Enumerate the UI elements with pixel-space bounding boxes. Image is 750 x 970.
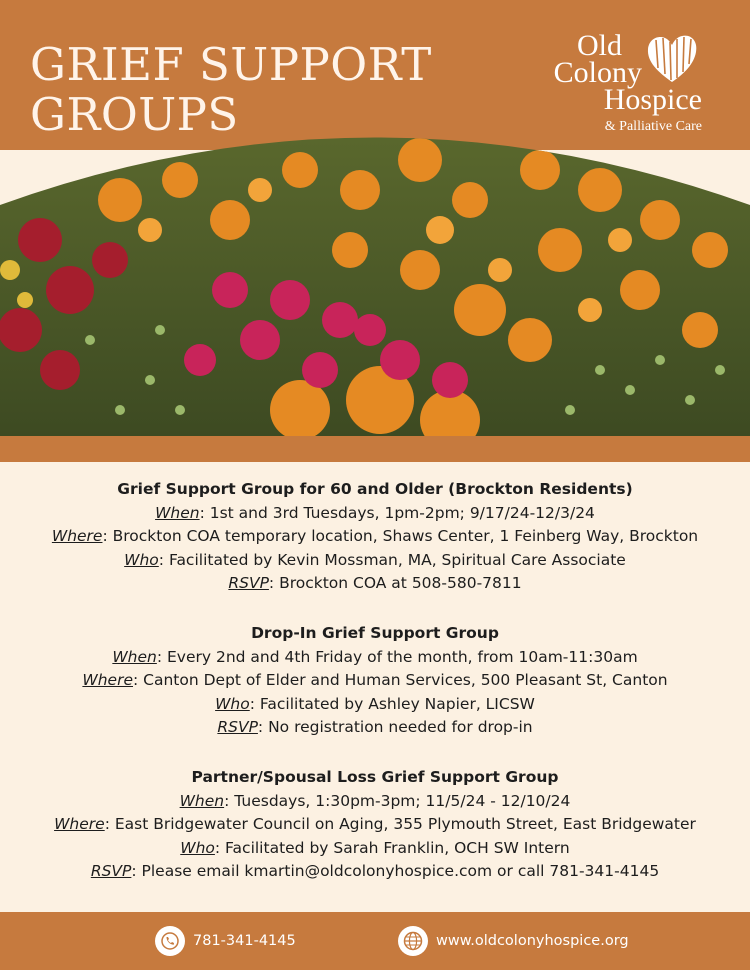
heart-logo-icon [644,32,700,86]
title-line-2: GROUPS [30,88,239,141]
group-section-3 [0,766,750,884]
section-heading: Drop-In Grief Support Group [251,623,499,642]
who-line [0,549,750,573]
logo-subtitle: & Palliative Care [604,119,702,134]
phone-number: 781-341-4145 [193,933,296,949]
rsvp-line [0,716,750,740]
section-heading: Grief Support Group for 60 and Older (Brockton Residents) [117,480,633,498]
website-url: www.oldcolonyhospice.org [436,933,629,949]
when-line [0,790,750,814]
rsvp-line [0,860,750,884]
who-label: Who [180,838,215,857]
accent-band [0,436,750,462]
when-value: : Every 2nd and 4th Friday of the month, from 10am-11:30am [156,647,638,666]
where-label: Where [51,527,103,546]
who-label: Who [124,550,159,569]
where-line [0,813,750,837]
flower-photo [0,110,750,438]
who-label: Who [215,694,250,713]
when-label: When [155,503,200,522]
group-section-1 [0,478,750,596]
rsvp-value: : Please email kmartin@oldcolonyhospice.com or call 781-341-4145 [131,862,660,881]
when-line [0,502,750,526]
rsvp-label: RSVP [90,862,132,881]
when-label: When [112,647,157,666]
when-line [0,646,750,670]
rsvp-label: RSVP [217,718,258,737]
logo-line-old: Old [577,29,622,62]
where-line [0,669,750,693]
who-line [0,837,750,861]
phone-icon [155,926,185,956]
title-line-1: GRIEF SUPPORT [30,38,432,91]
when-value: : 1st and 3rd Tuesdays, 1pm-2pm; 9/17/24-12/3/24 [199,503,595,522]
who-value: : Facilitated by Ashley Napier, LICSW [249,694,535,713]
who-value: : Facilitated by Sarah Franklin, OCH SW Intern [214,838,570,857]
footer [0,912,750,970]
where-value: : East Bridgewater Council on Aging, 355 Plymouth Street, East Bridgewater [104,815,696,834]
where-value: : Canton Dept of Elder and Human Services, 500 Pleasant St, Canton [133,671,668,690]
when-label: When [179,791,225,810]
logo-line-hospice: Hospice [603,83,702,116]
where-label: Where [54,815,105,834]
rsvp-value: : No registration needed for drop-in [257,718,533,737]
rsvp-label: RSVP [228,574,269,593]
rsvp-line [0,572,750,596]
logo-line-colony: Colony [553,56,642,89]
when-value: : Tuesdays, 1:30pm-3pm; 11/5/24 - 12/10/24 [224,791,571,810]
section-heading: Partner/Spousal Loss Grief Support Group [191,767,559,786]
footer-phone[interactable] [155,925,296,957]
content [0,478,750,910]
who-value: : Facilitated by Kevin Mossman, MA, Spiritual Care Associate [158,550,626,569]
globe-icon [398,926,428,956]
where-value: : Brockton COA temporary location, Shaws Center, 1 Feinberg Way, Brockton [102,527,699,546]
who-line [0,693,750,717]
where-label: Where [82,671,133,690]
footer-website[interactable] [398,925,629,957]
where-line [0,525,750,549]
rsvp-value: : Brockton COA at 508-580-7811 [268,574,522,593]
group-section-2 [0,622,750,740]
